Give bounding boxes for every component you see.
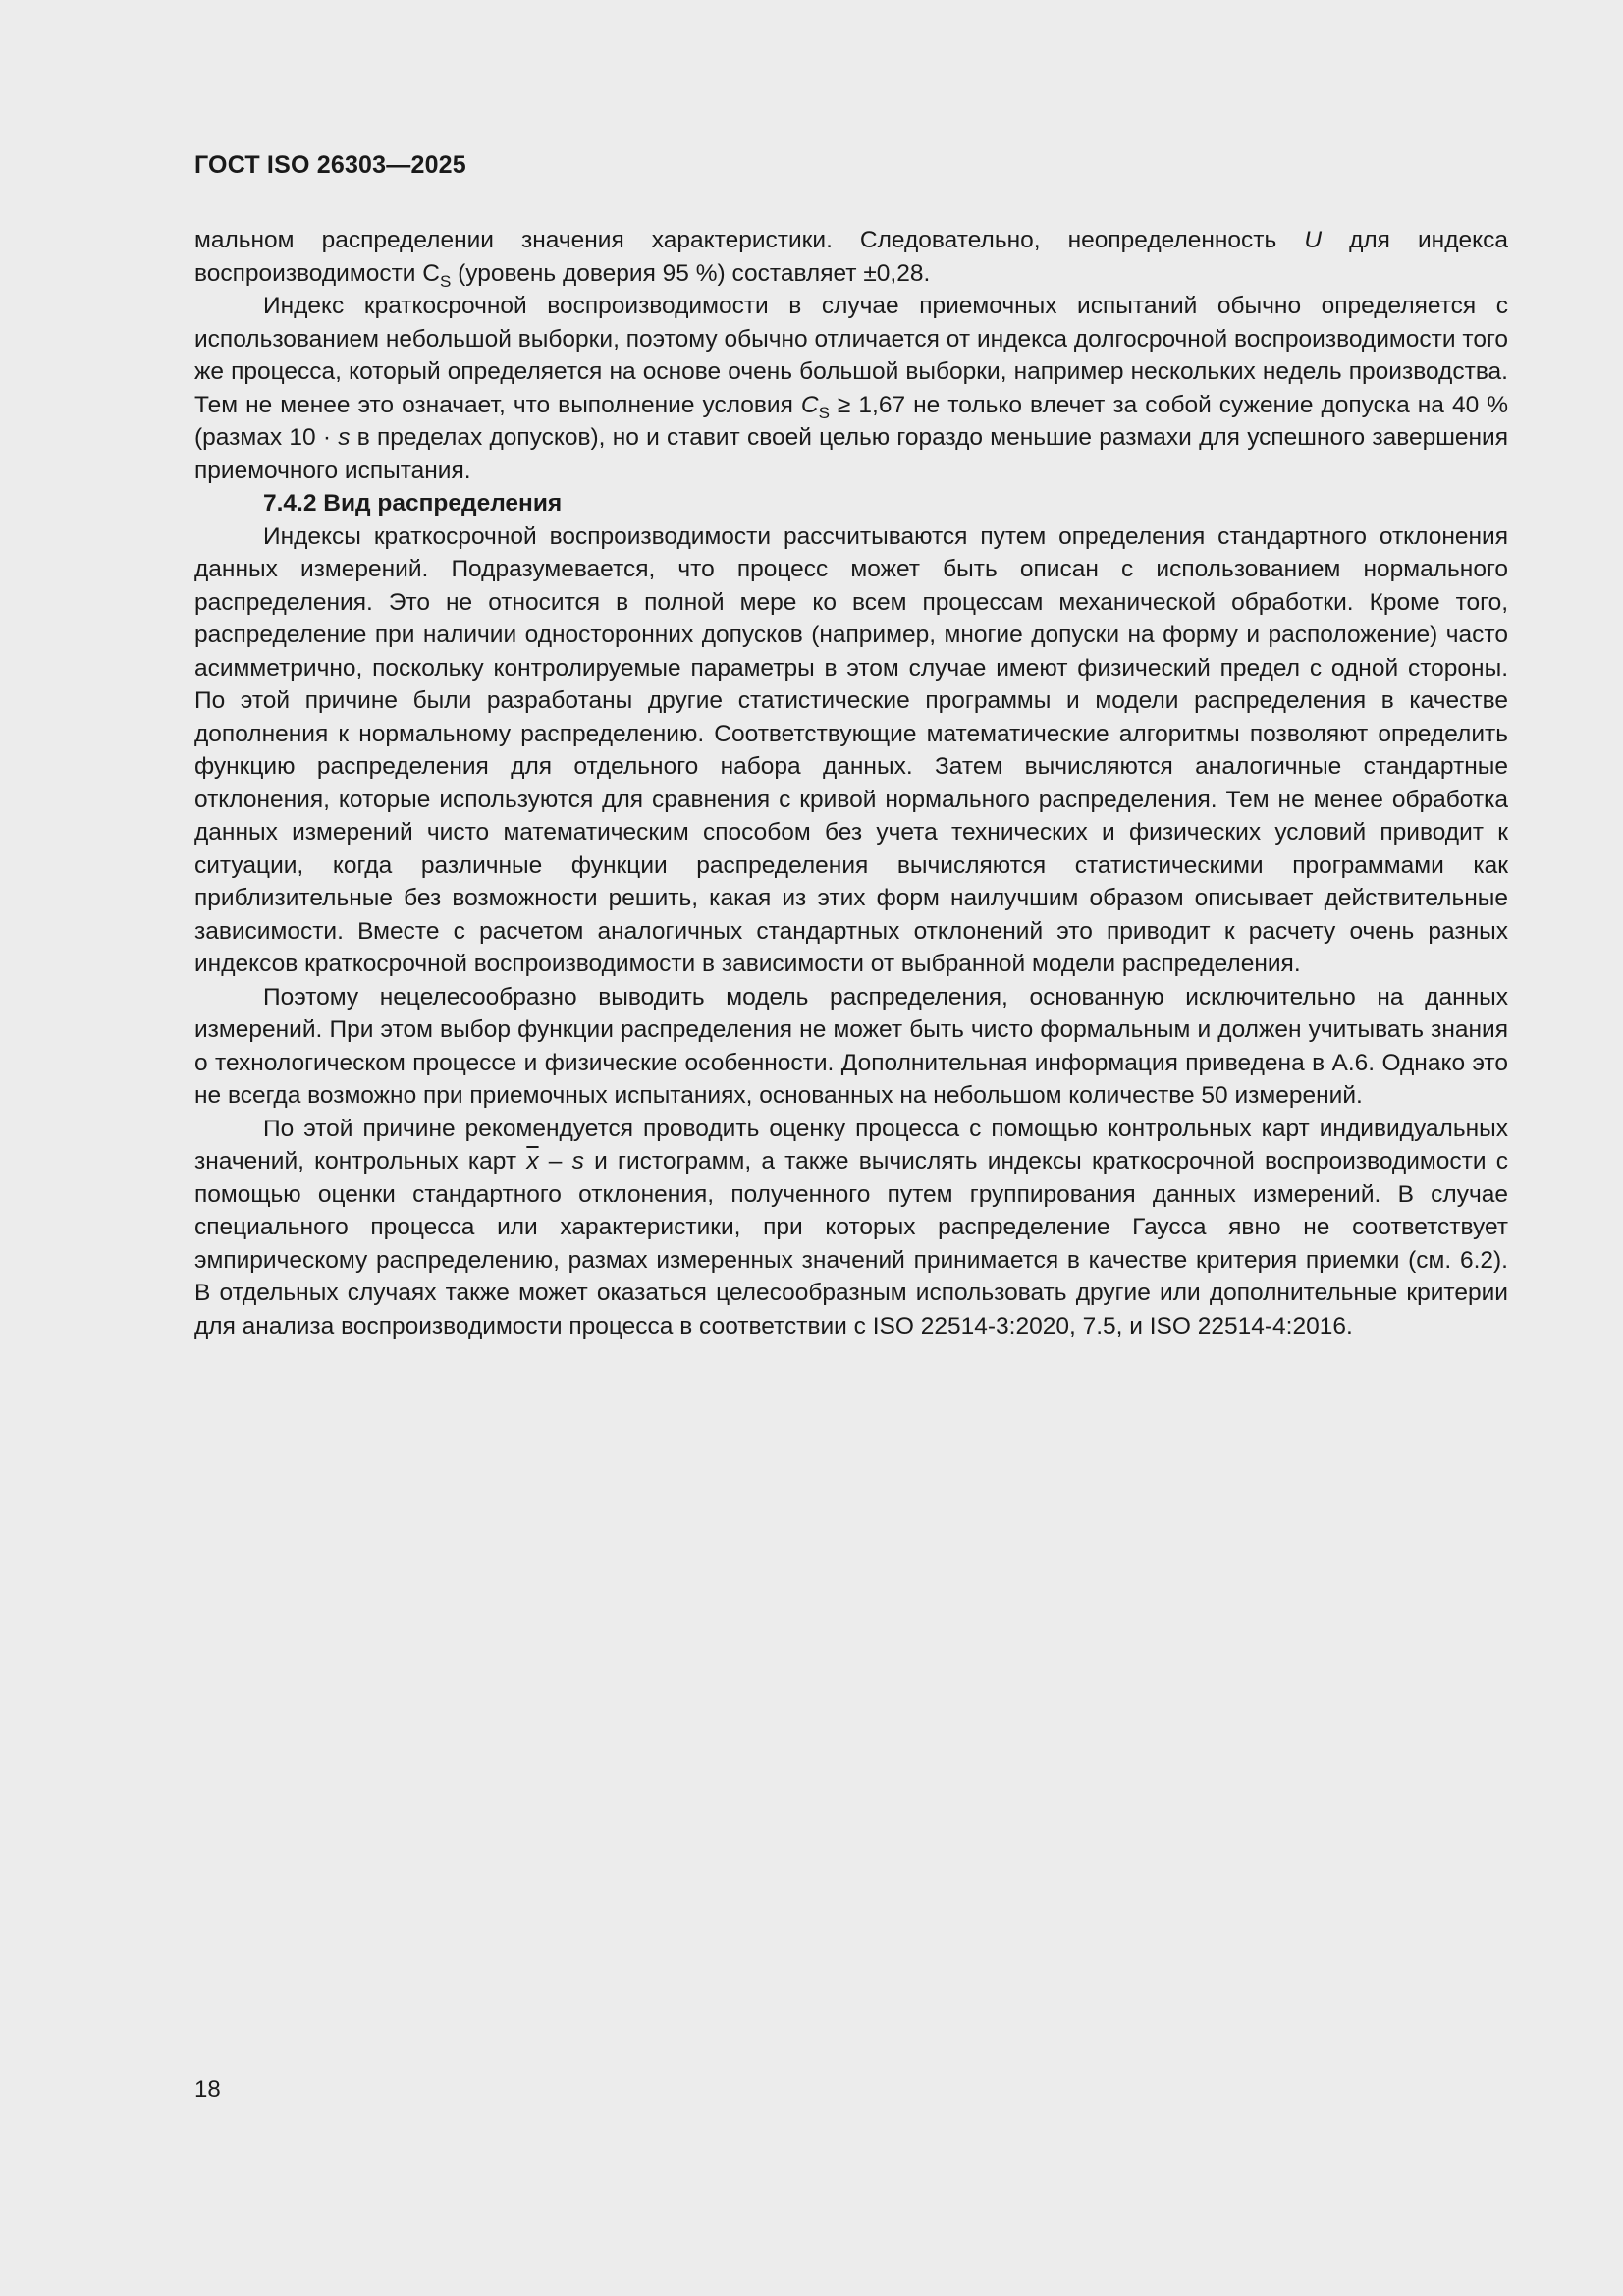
document-body: [194, 224, 1508, 1342]
p1-subscript-s: S: [440, 271, 452, 291]
p5-text-1: По этой причине рекомендуется проводить оценку процесса с помощью контрольных карт индивидуальных значений, контрольных карт: [194, 1115, 1508, 1175]
p1-text-1: мальном распределении значения характеристики. Следовательно, неопределенность: [194, 227, 1305, 253]
p2-symbol-s: s: [338, 424, 351, 451]
p5-symbol-x-bar: $\overline{x}$: [526, 1148, 539, 1175]
paragraph-uncertainty: [194, 224, 1508, 290]
p2-text-3: в пределах допусков), но и ставит своей целью гораздо меньшие размахи для успешного завершения приемочного испытания.: [194, 424, 1508, 484]
document-header: ГОСТ ISO 26303—2025: [194, 151, 466, 179]
p2-text-1: Индекс краткосрочной воспроизводимости в случае приемочных испытаний обычно определяется с использованием небольшой выборки, поэтому обычно отличается от индекса долгосрочной воспроизводимости того же процесса, который определяется на основе очень большой выборки, например нескольких недель производства. Тем не менее это означает, что выполнение условия: [194, 293, 1508, 418]
section-heading-7-4-2: 7.4.2 Вид распределения: [263, 490, 563, 517]
p1-text-3: (уровень доверия 95 %) составляет ±0,28.: [451, 259, 931, 287]
p5-text-2: и гистограмм, а также вычислять индексы краткосрочной воспроизводимости с помощью оценки стандартного отклонения, полученного путем группирования данных измерений. В случае специального процесса или характеристики, при которых распределение Гаусса явно не соответствует эмпирическому распределению, размах измеренных значений принимается в качестве критерия приемки (см. 6.2). В отдельных случаях также может оказаться целесообразным использовать другие или дополнительные критерии для анализа воспроизводимости процесса в соответствии с ISO 22514-3:2020, 7.5, и ISO 22514-4:2016.: [194, 1148, 1508, 1339]
paragraph-short-term-index: [194, 290, 1508, 487]
paragraph-distribution-model: Поэтому нецелесообразно выводить модель распределения, основанную исключительно на данных измерений. При этом выбор функции распределения не может быть чисто формальным и должен учитывать знания о технологическом процессе и физические особенности. Дополнительная информация приведена в А.6. Однако это не всегда возможно при приемочных испытаниях, основанных на небольшом количестве 50 измерений.: [194, 983, 1508, 1109]
page-number: 18: [194, 2076, 221, 2103]
paragraph-recommendation: [194, 1113, 1508, 1343]
p1-symbol-u: U: [1304, 227, 1323, 253]
p2-text-2: ≥ 1,67 не только влечет за собой сужение допуска на 40 % (размах 10 ·: [194, 391, 1509, 451]
p5-symbol-s: s: [571, 1148, 584, 1175]
p1-text-2: для индекса воспроизводимости C: [194, 227, 1508, 287]
p2-subscript-s: S: [818, 403, 830, 422]
p2-symbol-c: C: [800, 391, 819, 418]
paragraph-distribution-indices: Индексы краткосрочной воспроизводимости рассчитываются путем определения стандартного отклонения данных измерений. Подразумевается, что процесс может быть описан с использованием нормального распределения. Это не относится в полной мере ко всем процессам механической обработки. Кроме того, распределение при наличии односторонних допусков (например, многие допуски на форму и расположение) часто асимметрично, поскольку контролируемые параметры в этом случае имеют физический предел с одной стороны. По этой причине были разработаны другие статистические программы и модели распределения в качестве дополнения к нормальному распределению. Соответствующие математические алгоритмы позволяют определить функцию распределения для отдельного набора данных. Затем вычисляются аналогичные стандартные отклонения, которые используются для сравнения с кривой нормального распределения. Тем не менее обработка данных измерений чисто математическим способом без учета технических и физических условий приводит к ситуации, когда различные функции распределения вычисляются статистическими программами как приблизительные без возможности решить, какая из этих форм наилучшим образом описывает действительные зависимости. Вместе с расчетом аналогичных стандартных отклонений это приводит к расчету очень разных индексов краткосрочной воспроизводимости в зависимости от выбранной модели распределения.: [194, 522, 1508, 977]
p5-dash: –: [538, 1148, 572, 1175]
